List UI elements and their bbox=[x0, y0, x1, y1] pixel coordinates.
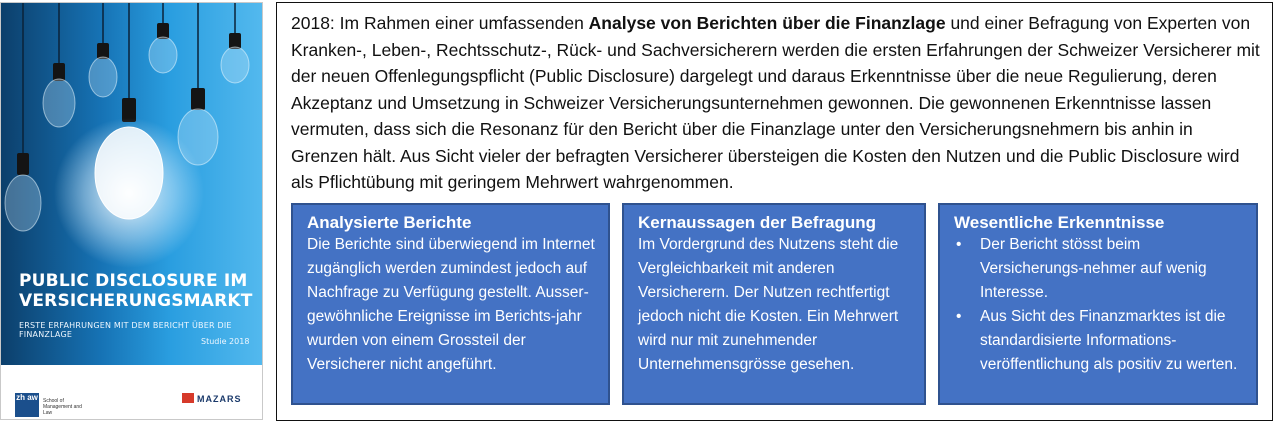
cover-title bbox=[19, 271, 255, 311]
list-item-text: Aus Sicht des Finanzmarktes ist die standardisierte Informations-veröffentlichung als positiv zu werten. bbox=[980, 308, 1238, 373]
mazars-logo-text: MAZARS bbox=[197, 394, 242, 404]
bullet-icon: • bbox=[956, 308, 962, 325]
list-item bbox=[954, 233, 1244, 305]
zhaw-logo: zh aw bbox=[15, 393, 39, 417]
card-body: Im Vordergrund des Nutzens steht die Vergleichbarkeit mit anderen Versicherern. Der Nutzen rechtfertigt jedoch nicht die Kosten. Ein Mehrwert wird nur mit zunehmender Unternehmensgrösse gesehen. bbox=[638, 236, 899, 373]
report-cover bbox=[0, 2, 263, 420]
zhaw-school-name: School of Management and Law bbox=[43, 398, 82, 416]
cover-title-line-1: PUBLIC DISCLOSURE IM bbox=[19, 271, 248, 291]
card-body: Die Berichte sind überwiegend im Internet zugänglich werden zumindest jedoch auf Nachfrage zu Verfügung gestellt. Ausser-gewöhnliche Ereignisse im Berichts-jahr wurden von einem Grossteil der Versicherer nicht angeführt. bbox=[307, 236, 595, 373]
cover-title-line-2: VERSICHERUNGSMARKT bbox=[19, 291, 253, 311]
mazars-logo bbox=[182, 393, 242, 404]
card-analysierte-berichte bbox=[291, 203, 610, 405]
card-kernaussagen bbox=[622, 203, 926, 405]
cover-footer bbox=[1, 365, 262, 419]
cover-subtitle: ERSTE ERFAHRUNGEN MIT DEM BERICHT ÜBER DIE FINANZLAGE bbox=[19, 321, 232, 339]
summary-panel bbox=[276, 2, 1273, 421]
card-title: Kernaussagen der Befragung bbox=[638, 213, 877, 232]
intro-rest: und einer Befragung von Experten von Kranken-, Leben-, Rechtsschutz-, Rück- und Sachversicherern werden die ersten Erfahrungen der Schweizer Versicherer mit der neuen Offenlegungspflicht (Public Disclosure) dargelegt und daraus Erkenntnisse über die neue Regulierung, deren Akzeptanz und Umsetzung in Schweizer Versicherungsunternehmen gewonnen. Die gewonnenen Erkenntnisse lassen vermuten, dass sich die Resonanz für den Bericht über die Finanzlage unter den Versicherungsnehmern bis anhin in Grenzen hält. Aus Sicht vieler der befragten Versicherer übersteigen die Kosten den Nutzen und die Public Disclosure wird als Pflichtübung mit geringem Mehrwert wahrgenommen. bbox=[291, 13, 1260, 192]
bullet-icon: • bbox=[956, 236, 962, 253]
intro-paragraph bbox=[291, 10, 1263, 196]
card-title: Analysierte Berichte bbox=[307, 213, 472, 232]
bullet-list bbox=[954, 233, 1244, 377]
intro-lead: 2018: Im Rahmen einer umfassenden bbox=[291, 13, 589, 33]
card-title: Wesentliche Erkenntnisse bbox=[954, 213, 1165, 232]
intro-bold: Analyse von Berichten über die Finanzlage bbox=[588, 13, 946, 33]
cover-year: Studie 2018 bbox=[201, 337, 250, 346]
list-item-text: Der Bericht stösst beim Versicherungs-nehmer auf wenig Interesse. bbox=[980, 236, 1207, 301]
list-item bbox=[954, 305, 1244, 377]
mazars-mark-icon bbox=[182, 393, 194, 403]
cover-image-light-bulbs bbox=[1, 3, 262, 365]
card-erkenntnisse bbox=[938, 203, 1258, 405]
